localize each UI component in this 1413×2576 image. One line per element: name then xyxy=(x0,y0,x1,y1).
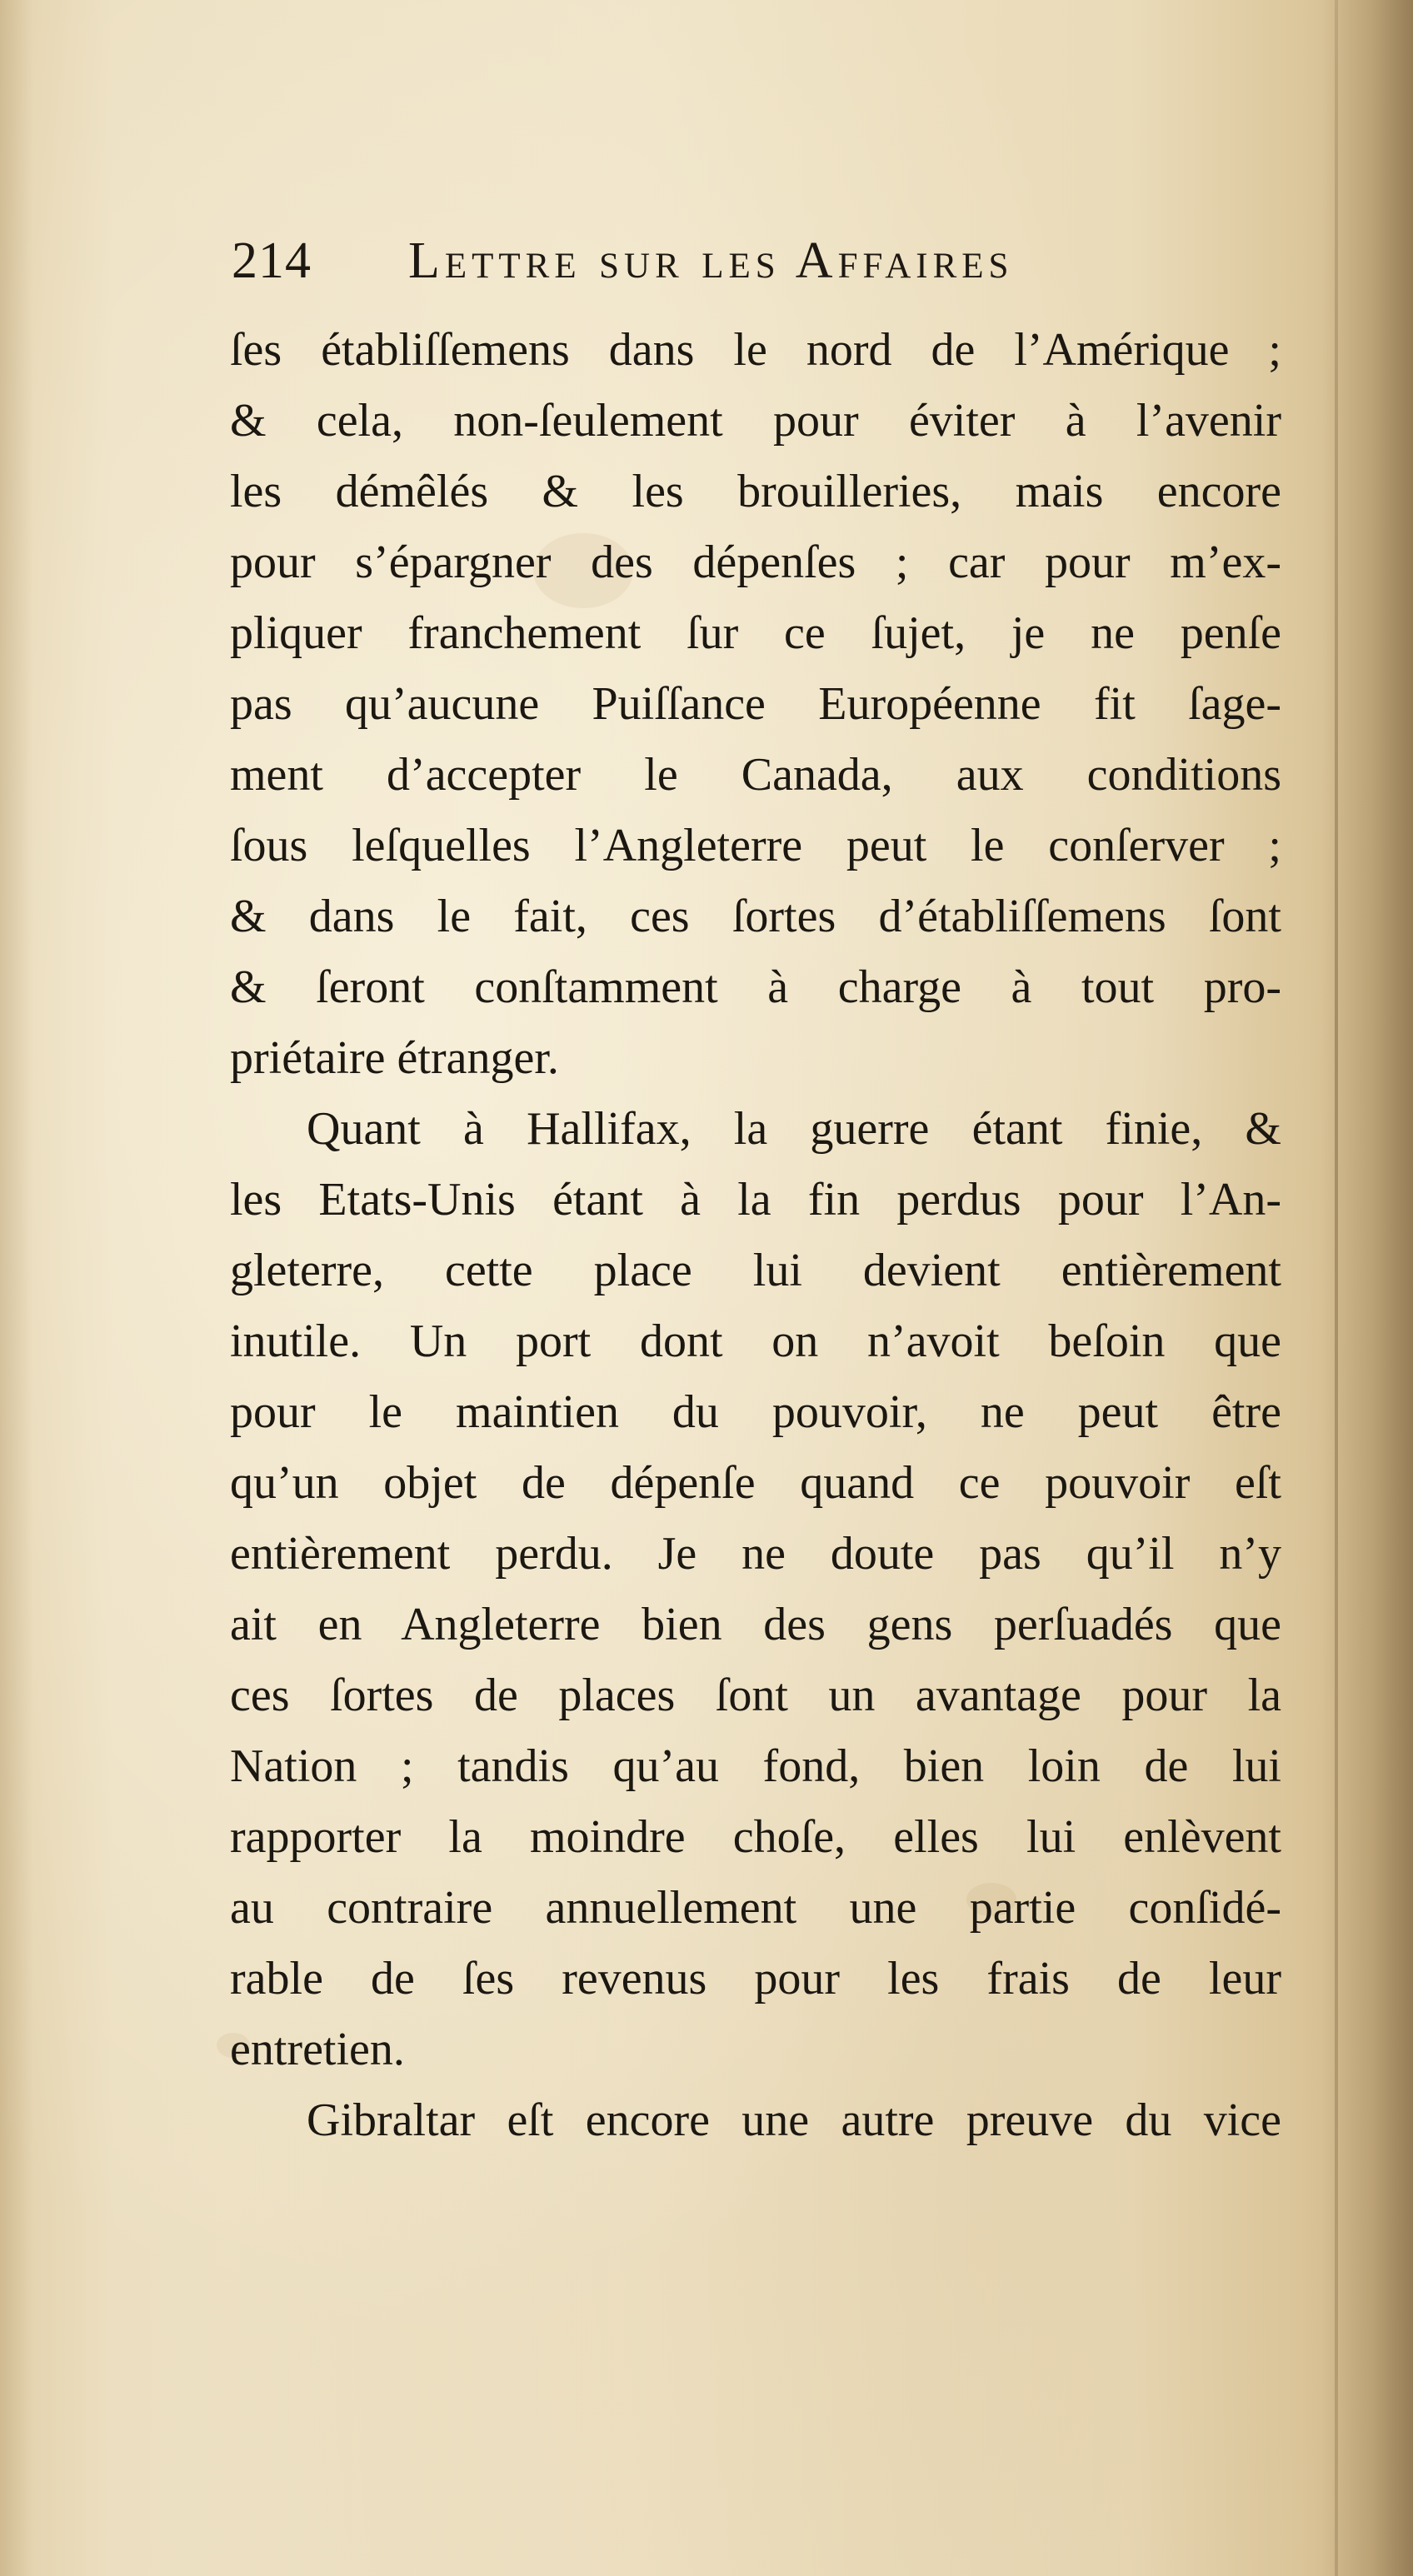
text-line: ſes établiſſemens dans le nord de l’Amérique ; xyxy=(230,324,1281,376)
text-line: entretien. xyxy=(230,2024,405,2075)
page-gutter-line xyxy=(1335,0,1338,2576)
body-text xyxy=(230,315,1281,2156)
text-line: gleterre, cette place lui devient entièrement xyxy=(230,1245,1281,1296)
text-line: ces ſortes de places ſont un avantage pour la xyxy=(230,1670,1281,1721)
text-line: pour s’épargner des dépenſes ; car pour m’ex- xyxy=(230,537,1281,588)
running-header xyxy=(232,232,1281,298)
text-line: rable de ſes revenus pour les frais de leur xyxy=(230,1953,1281,2004)
text-line: & ſeront conſtamment à charge à tout pro- xyxy=(230,961,1281,1013)
text-line: ment d’accepter le Canada, aux conditions xyxy=(230,749,1281,801)
text-line: priétaire étranger. xyxy=(230,1032,559,1084)
text-line: entièrement perdu. Je ne doute pas qu’il n’y xyxy=(230,1528,1281,1580)
page-number: 214 xyxy=(232,232,312,289)
paragraph-first-line: Quant à Hallifax, la guerre étant finie, & xyxy=(307,1103,1281,1155)
text-line: inutile. Un port dont on n’avoit beſoin que xyxy=(230,1315,1281,1367)
text-line: les démêlés & les brouilleries, mais encore xyxy=(230,466,1281,517)
paragraph-first-line: Gibraltar eſt encore une autre preuve du vice xyxy=(307,2094,1281,2146)
text-line: & cela, non-ſeulement pour éviter à l’avenir xyxy=(230,395,1281,447)
running-title: Lettre sur les Affaires xyxy=(408,232,1014,289)
text-line: les Etats-Unis étant à la fin perdus pour l’An- xyxy=(230,1174,1281,1226)
text-line: pas qu’aucune Puiſſance Européenne fit ſage- xyxy=(230,678,1281,730)
text-line: ait en Angleterre bien des gens perſuadés que xyxy=(230,1599,1281,1650)
page-left-edge-shadow xyxy=(0,0,33,2576)
text-line: pliquer franchement ſur ce ſujet, je ne penſe xyxy=(230,607,1281,659)
text-line: qu’un objet de dépenſe quand ce pouvoir eſt xyxy=(230,1457,1281,1509)
text-line: Nation ; tandis qu’au fond, bien loin de lui xyxy=(230,1740,1281,1792)
text-line: au contraire annuellement une partie conſidé- xyxy=(230,1882,1281,1934)
text-line: rapporter la moindre choſe, elles lui enlèvent xyxy=(230,1811,1281,1863)
text-line: pour le maintien du pouvoir, ne peut être xyxy=(230,1386,1281,1438)
text-line: & dans le fait, ces ſortes d’établiſſemens ſont xyxy=(230,891,1281,942)
text-line: ſous leſquelles l’Angleterre peut le conſerver ; xyxy=(230,820,1281,871)
